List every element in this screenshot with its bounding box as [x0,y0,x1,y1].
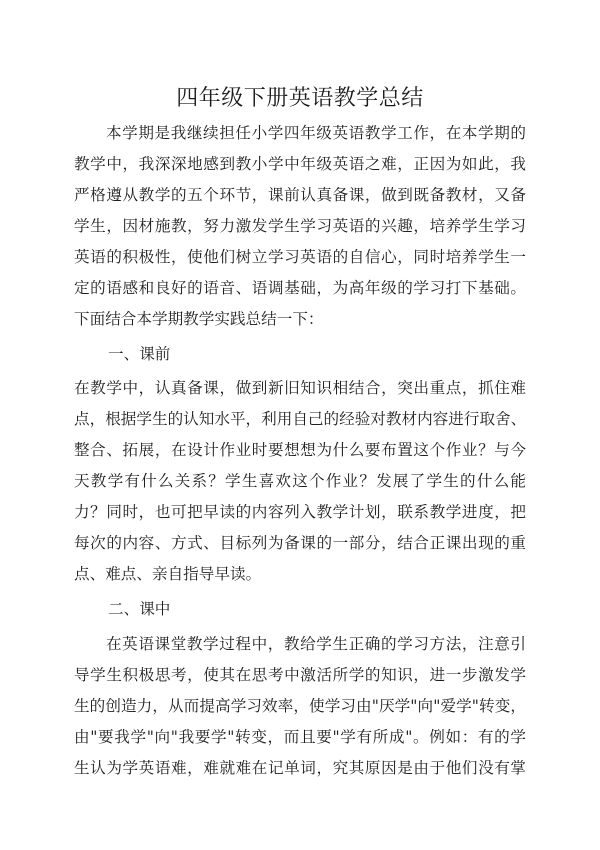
intro-line: 严格遵从教学的五个环节，课前认真备课，做到既备教材，又备 [74,186,526,204]
section-heading: 一、课前 [108,345,171,363]
section-line: 点、难点、亲自指导早读。 [74,565,262,583]
section-line: 由"要我学"向"我要学"转变，而且要"学有所成"。例如：有的学 [74,728,526,746]
section-line: 在教学中，认真备课，做到新旧知识相结合，突出重点，抓住难 [74,379,526,397]
section-line: 在英语课堂教学过程中，教给学生正确的学习方法，注意引 [106,635,526,653]
section-heading: 二、课中 [108,600,171,618]
section-line: 点，根据学生的认知水平，利用自己的经验对教材内容进行取舍、 [74,410,526,428]
section-line: 力？同时，也可把早读的内容列入教学计划，联系教学进度，把 [74,503,526,521]
section-line: 导学生积极思考，使其在思考中激活所学的知识，进一步激发学 [74,666,526,684]
intro-line: 下面结合本学期教学实践总结一下： [74,310,324,328]
intro-line: 教学中，我深深地感到教小学中年级英语之难，正因为如此，我 [74,155,526,173]
intro-line: 英语的积极性，使他们树立学习英语的自信心，同时培养学生一 [74,248,526,266]
intro-line: 本学期是我继续担任小学四年级英语教学工作，在本学期的 [106,124,526,142]
intro-line: 学生，因材施教，努力激发学生学习英语的兴趣，培养学生学习 [74,217,526,235]
document-title: 四年级下册英语教学总结 [176,86,424,111]
section-line: 天教学有什么关系？学生喜欢这个作业？发展了学生的什么能 [74,472,526,490]
section-line: 整合、拓展，在设计作业时要想想为什么要布置这个作业？与今 [74,441,526,459]
section-line: 生认为学英语难，难就难在记单词，究其原因是由于他们没有掌 [74,759,526,777]
section-line: 每次的内容、方式、目标列为备课的一部分，结合正课出现的重 [74,534,526,552]
section-line: 生的创造力，从而提高学习效率，使学习由"厌学"向"爱学"转变， [74,697,526,715]
intro-line: 定的语感和良好的语音、语调基础，为高年级的学习打下基础。 [74,279,526,297]
